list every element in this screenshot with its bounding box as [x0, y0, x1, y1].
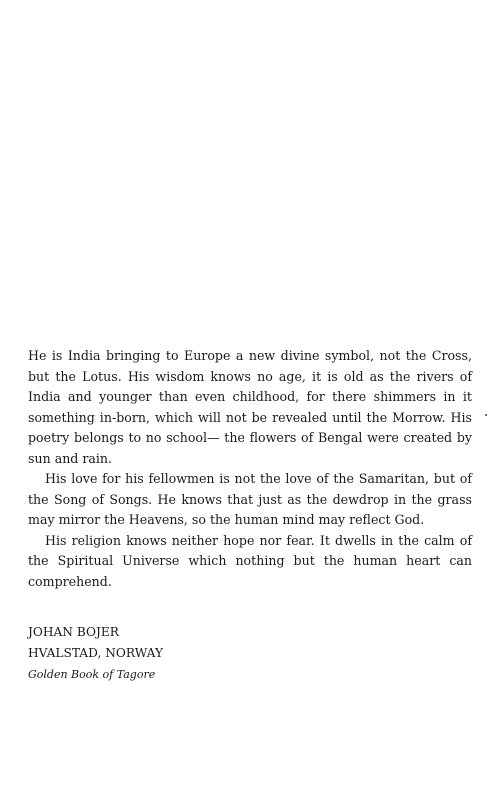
- signature-block: [28, 622, 328, 685]
- paragraph-3: His religion knows neither hope nor fear. It dwells in the calm of the Spiritual Universe which nothing but the human heart can comprehend.: [28, 532, 472, 589]
- author-location: HVALSTAD, NORWAY: [28, 646, 164, 660]
- paragraph-1: He is India bringing to Europe a new divine symbol, not the Cross, but the Lotus. His wisdom knows no age, it is old as the rivers of India and younger than even childhood, for there shimmers in it something in-born, which will not be revealed until the Morrow. His poetry belongs to no school— the flowers of Bengal were created by sun and rain.: [28, 348, 472, 466]
- print-speck: [485, 414, 487, 416]
- source-title: Golden Book of Tagore: [28, 668, 156, 681]
- paragraph-2: His love for his fellowmen is not the love of the Samaritan, but of the Song of Songs. He knows that just as the dewdrop in the grass may mirror the Heavens, so the human mind may reflect God.: [28, 471, 472, 527]
- tribute-text: [28, 346, 472, 592]
- author-name: JOHAN BOJER: [28, 625, 119, 639]
